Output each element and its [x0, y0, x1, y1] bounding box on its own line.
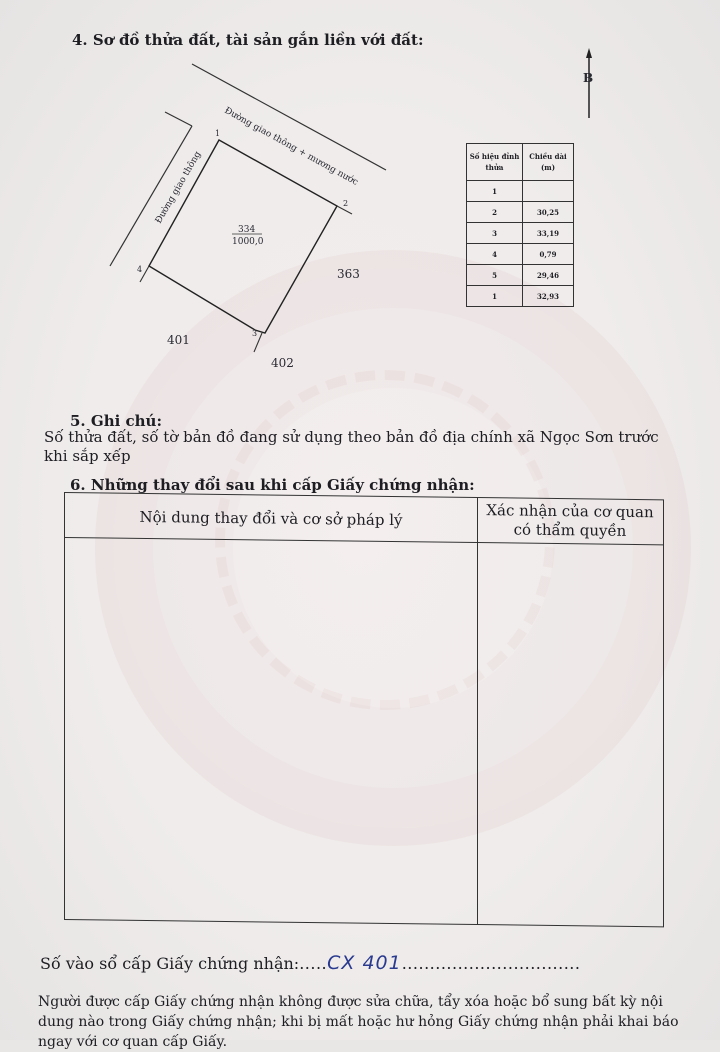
parcel-area: 1000,0: [232, 237, 264, 247]
neighbor-left: 401: [167, 333, 190, 347]
table-row-length: 33,19: [537, 228, 559, 238]
registry-dots-trail: ................................: [401, 954, 581, 973]
road-left-label: Đường giao thông: [153, 149, 204, 226]
table-row-length: 30,25: [537, 207, 559, 217]
table-row-point: 1: [467, 181, 523, 202]
changes-table: [64, 492, 664, 927]
vertex-3: 3: [252, 329, 258, 338]
col-point-header: Số hiệu đỉnh thửa: [467, 144, 523, 181]
north-arrow-head: [586, 48, 592, 58]
vertex-2: 2: [343, 199, 349, 208]
footer-warning: Người được cấp Giấy chứng nhận không được sửa chữa, tẩy xóa hoặc bổ sung bất kỳ nội dung nào trong Giấy chứng nhận; khi bị mất hoặc hư hỏng Giấy chứng nhận phải khai báo ngay với cơ quan cấp Giấy.: [38, 994, 679, 1050]
table-row-length: 32,93: [537, 291, 559, 301]
changes-table-divider: [477, 498, 478, 924]
table-row-point: 2: [467, 202, 523, 223]
road-corner-edge: [165, 112, 192, 126]
table-row-point: 1: [467, 286, 523, 307]
road-top-label: Đường giao thông + mương nước: [222, 105, 360, 188]
registry-label: Số vào sổ cấp Giấy chứng nhận:: [40, 954, 300, 973]
table-row-point: 5: [467, 265, 523, 286]
section5-heading: 5. Ghi chú:: [70, 412, 162, 430]
neighbor-bottom: 402: [271, 356, 294, 370]
vertex-1: 1: [215, 129, 221, 138]
table-row-point: 3: [467, 223, 523, 244]
section6-heading: 6. Những thay đổi sau khi cấp Giấy chứng nhận:: [70, 476, 475, 494]
table-row-length: 29,46: [537, 270, 559, 280]
changes-col-confirmation: Xác nhận của cơ quan có thẩm quyền: [486, 501, 654, 540]
north-label: B: [583, 71, 594, 85]
registry-dots-lead: .....: [299, 954, 328, 973]
boundary-length-table: [466, 143, 574, 307]
vertex-4: 4: [137, 265, 143, 274]
road-top-edge: [192, 64, 386, 170]
section4-heading: 4. Sơ đồ thửa đất, tài sản gắn liền với đất:: [72, 31, 424, 49]
section5-note: Số thửa đất, số tờ bản đồ đang sử dụng theo bản đồ địa chính xã Ngọc Sơn trước khi sắp xếp: [44, 428, 659, 465]
changes-col-content: Nội dung thay đổi và cơ sở pháp lý: [139, 507, 403, 530]
parcel-diagram: [0, 40, 720, 380]
parcel-number: 334: [238, 225, 256, 235]
road-left-edge: [110, 126, 192, 266]
registry-number: CX 401: [327, 952, 402, 974]
col-length-header: Chiều dài (m): [523, 144, 574, 181]
table-row-point: 4: [467, 244, 523, 265]
table-row-length: 0,79: [539, 249, 557, 259]
registry-line: [40, 952, 580, 974]
neighbor-right: 363: [337, 267, 360, 281]
